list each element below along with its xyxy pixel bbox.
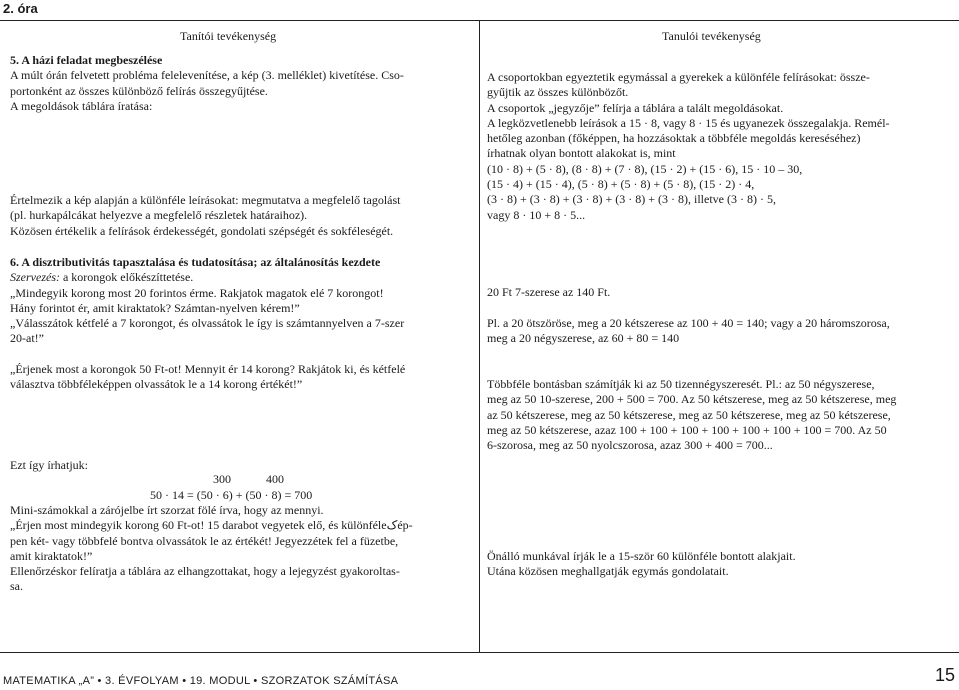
student-section-7 (487, 377, 896, 453)
text-line: (pl. hurkapálcákat helyezve a megfelelő részletek határaihoz). (10, 208, 308, 223)
text-line: A csoportokban egyeztetik egymással a gyerekek a különféle felírásokat: össze- (487, 70, 870, 84)
text-line: A legközvetlenebb leírások a 15 · 8, vagy 8 · 15 és ugyanezek összegalakja. Remél- (487, 115, 890, 130)
student-section-6-splits (487, 316, 890, 347)
organisation-text: a korongok előkészíttetése. (59, 270, 194, 285)
text-line: vagy 8 · 10 + 8 · 5... (487, 207, 586, 222)
text-line: Önálló munkával írják le a 15-ször 60 különféle bontott alakjait. (487, 549, 796, 563)
text-line: választva többféleképpen olvassátok le a 14 korong értékét!” (10, 377, 303, 392)
text-line: „Mindegyik korong most 20 forintos érme. Rakjatok magatok elé 7 korongot! (10, 285, 384, 300)
text-line: pen két- vagy többfelé bontva olvassátok le az értékét! Jegyezzétek fel a füzetbe, (10, 533, 399, 548)
student-section-5 (487, 70, 890, 223)
table-column-divider (479, 20, 480, 652)
text-line: (3 · 8) + (3 · 8) + (3 · 8) + (3 · 8) + (3 · 8), illetve (3 · 8) · 5, (487, 192, 776, 207)
text-line: portonként az összes különböző felírás összegyűjtése. (10, 83, 268, 98)
text-line: Ellenőrzéskor felíratja a táblára az elhangzottakat, hogy a lejegyzést gyakoroltas- (10, 564, 400, 579)
text-line: gyűjtik az összes különbözőt. (487, 85, 629, 100)
text-line: A múlt órán felvetett probléma felelevenítése, a kép (3. melléklet) kivetítése. Cso- (10, 68, 404, 83)
footer-title: MATEMATIKA „A” • 3. ÉVFOLYAM • 19. MODUL • SZORZATOK SZÁMÍTÁSA (3, 675, 399, 687)
distributive-equation: 50 · 14 = (50 · 6) + (50 · 8) = 700 (150, 488, 313, 502)
text-line: meg a 20 négyszerese, az 60 + 80 = 140 (487, 331, 680, 346)
text-line: (15 · 4) + (15 · 4), (5 · 8) + (5 · 8) + (5 · 8), (15 · 2) · 4, (487, 177, 755, 192)
text-line: Utána közösen meghallgatják egymás gondolatait. (487, 564, 729, 579)
text-line: Értelmezik a kép alapján a különféle leírásokat: megmutatva a megfelelő tagolást (10, 193, 401, 207)
text-line: (10 · 8) + (5 · 8), (8 · 8) + (7 · 8), (15 · 2) + (15 · 6), 15 · 10 – 30, (487, 161, 803, 176)
section-6-title: 6. A disztributivitás tapasztalása és tudatosítása; az általánosítás kezdete (10, 255, 381, 269)
mini-number-400: 400 (266, 472, 284, 486)
text-line: „Érjenek most a korongok 50 Ft-ot! Mennyit ér 14 korong? Rakjátok ki, és kétfelé (10, 362, 406, 376)
text-line: amit kiraktatok!” (10, 548, 93, 563)
text-line: hetőleg azonban (főképpen, ha hozzásoktak a többféle megoldás kereséséhez) (487, 131, 861, 146)
text-line: sa. (10, 579, 23, 594)
section-5-title: 5. A házi feladat megbeszélése (10, 53, 163, 67)
text-line: Többféle bontásban számítják ki az 50 tizennégyszeresét. Pl.: az 50 négyszerese, (487, 377, 875, 391)
text-line: „Érjen most mindegyik korong 60 Ft-ot! 15 darabot vegyetek elő, és különféleکép- (10, 518, 413, 533)
text-line: 6-szorosa, meg az 50 nyolcszorosa, azaz 300 + 400 = 700... (487, 438, 773, 453)
student-section-6-answer: 20 Ft 7-szerese az 140 Ft. (487, 285, 611, 299)
write-intro: Ezt így írhatjuk: (10, 458, 88, 472)
text-line: meg az 50 10-szerese, 200 + 500 = 700. Az 50 kétszerese, meg az 50 kétszerese, meg (487, 392, 897, 407)
text-line: meg az 50 kétszerese, azaz 100 + 100 + 100 + 100 + 100 + 100 + 100 = 700. Az 50 (487, 422, 887, 437)
text-line: írhatnak olyan bontott alakokat is, mint (487, 146, 676, 161)
text-line: Pl. a 20 ötszöröse, meg a 20 kétszerese az 100 + 40 = 140; vagy a 20 háromszorosa, (487, 316, 890, 330)
organisation-label: Szervezés: (10, 270, 60, 285)
table-bottom-rule (0, 652, 959, 653)
text-line: Közösen értékelik a felírások érdekességét, gondolati szépségét és sokféleségét. (10, 223, 394, 238)
text-line: „Válasszátok kétfelé a 7 korongot, és olvassátok le így is számtannyelven a 7-szer (10, 316, 405, 331)
text-line: A csoportok „jegyzője” felírja a táblára a talált megoldásokat. (487, 100, 784, 115)
teacher-column-header: Tanítói tevékenység (180, 29, 277, 43)
teacher-section-5 (10, 53, 404, 114)
text-line: 20-at!” (10, 331, 44, 346)
teacher-final-block (10, 503, 413, 595)
student-section-8 (487, 549, 796, 580)
text-line: az 50 kétszerese, meg az 50 kétszerese, meg az 50 kétszerese, meg az 50 kétszerese, (487, 407, 891, 422)
student-column-header: Tanulói tevékenység (662, 29, 761, 43)
section-heading: 2. óra (3, 1, 38, 16)
text-line: A megoldások táblára íratása: (10, 98, 153, 113)
teacher-section-6-coins (10, 362, 405, 393)
mini-number-300: 300 (213, 472, 231, 486)
teacher-section-5-interpretation (10, 193, 401, 239)
teacher-section-6 (10, 255, 404, 347)
text-line: Hány forintot ér, amit kiraktatok? Számtan-nyelven kérem!” (10, 300, 300, 315)
text-line: Mini-számokkal a zárójelbe írt szorzat fölé írva, hogy az mennyi. (10, 503, 324, 517)
page-number: 15 (934, 665, 955, 685)
organisation-line (10, 270, 404, 285)
